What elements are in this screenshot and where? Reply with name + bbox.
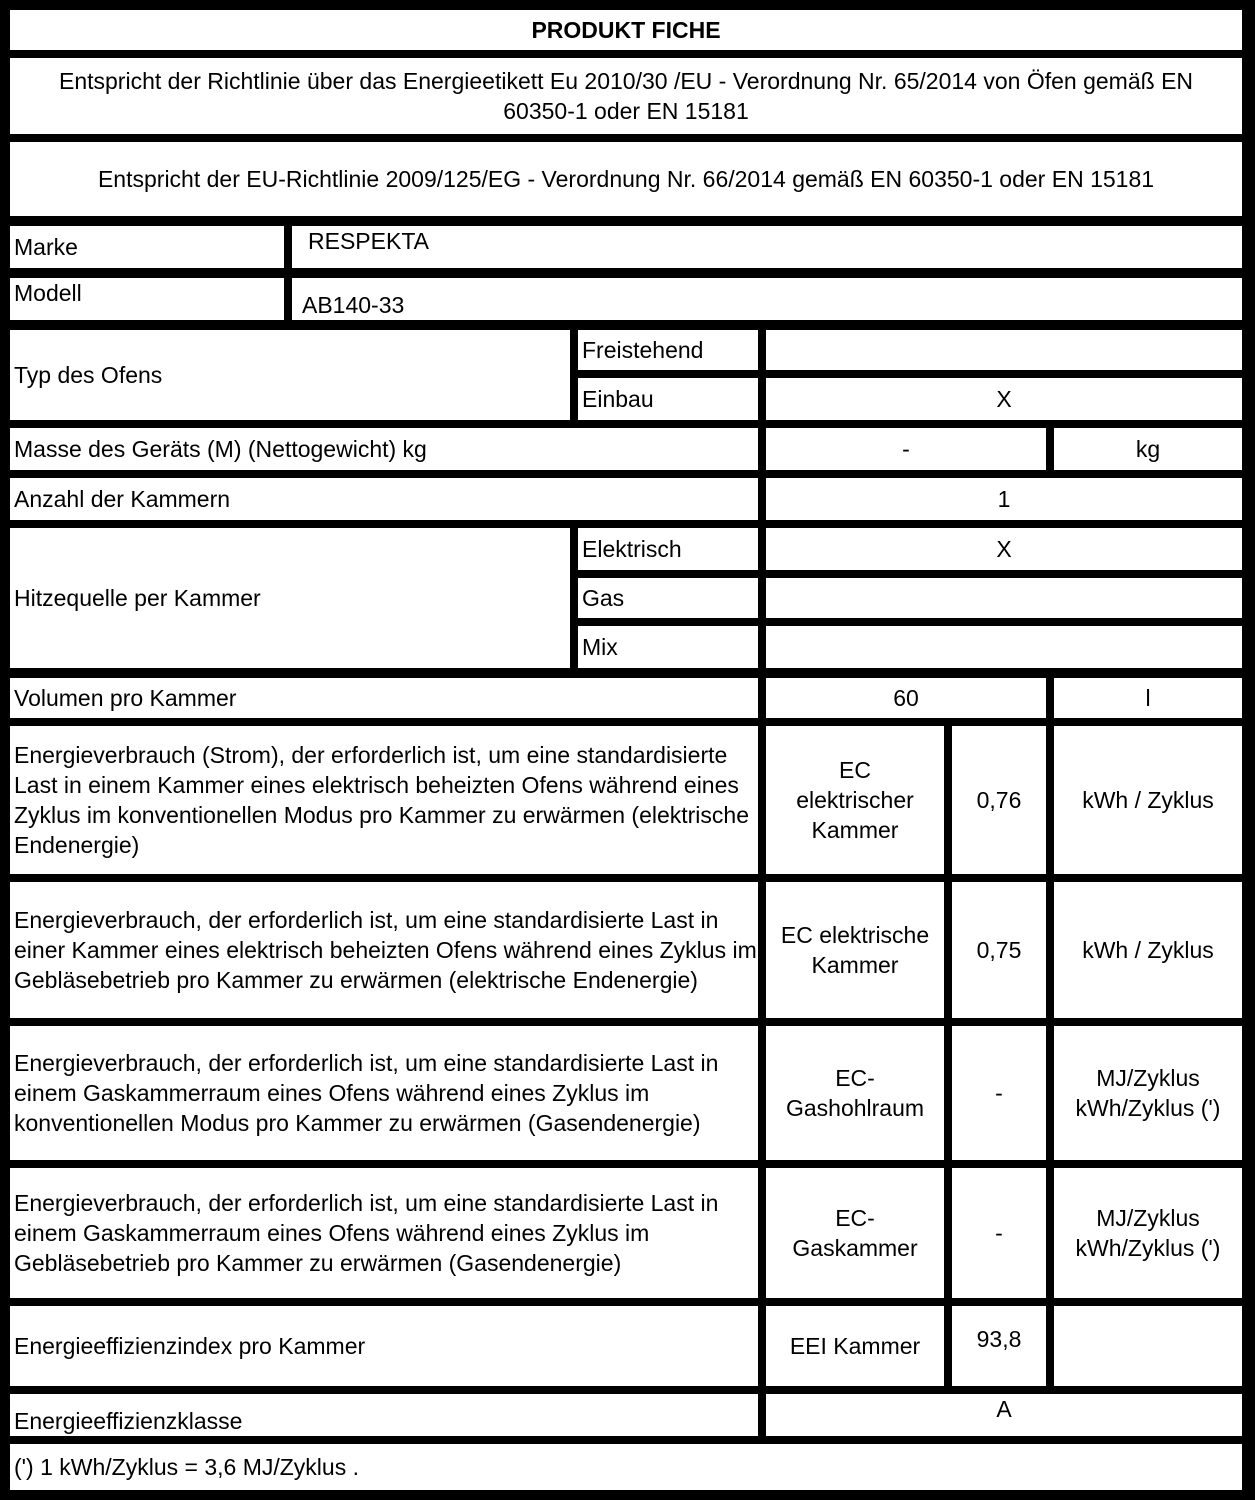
efficiency-class-value: A [766, 1394, 1242, 1436]
directive-energy-label: Entspricht der Richtlinie über das Energieetikett Eu 2010/30 /EU - Verordnung Nr. 65/2014 von Öfen gemäß EN 60350-1 oder EN 15181 [10, 58, 1242, 134]
heat-source-electric-label: Elektrisch [578, 528, 758, 570]
energy-row-unit: MJ/Zyklus kWh/Zyklus (') [1054, 1026, 1242, 1160]
oven-type-label: Typ des Ofens [10, 330, 570, 420]
brand-value: RESPEKTA [292, 226, 1242, 268]
volume-value: 60 [766, 678, 1046, 718]
oven-type-freestanding-label: Freistehend [578, 330, 758, 370]
cavities-label: Anzahl der Kammern [10, 478, 758, 520]
mass-unit: kg [1054, 428, 1242, 470]
energy-row-unit: MJ/Zyklus kWh/Zyklus (') [1054, 1168, 1242, 1298]
energy-row-description: Energieverbrauch, der erforderlich ist, um eine standardisierte Last in einem Gaskammerraum eines Ofens während eines Zyklus im Gebläsebetrieb pro Kammer zu erwärmen (Gasendenergie) [10, 1168, 758, 1298]
cavities-value: 1 [766, 478, 1242, 520]
footnote: (') 1 kWh/Zyklus = 3,6 MJ/Zyklus . [10, 1444, 1242, 1490]
heat-source-label: Hitzequelle per Kammer [10, 528, 570, 668]
heat-source-mix-value [766, 626, 1242, 668]
eei-unit [1054, 1306, 1242, 1386]
volume-label: Volumen pro Kammer [10, 678, 758, 718]
heat-source-mix-label: Mix [578, 626, 758, 668]
eei-value: 93,8 [952, 1306, 1046, 1386]
heat-source-electric-value: X [766, 528, 1242, 570]
oven-type-builtin-value: X [766, 378, 1242, 420]
heat-source-gas-value [766, 578, 1242, 618]
energy-row-symbol: EC elektrischer Kammer [766, 726, 944, 874]
energy-row-symbol: EC-Gashohlraum [766, 1026, 944, 1160]
energy-row-description: Energieverbrauch, der erforderlich ist, um eine standardisierte Last in einem Gaskammerraum eines Ofens während eines Zyklus im konventionellen Modus pro Kammer zu erwärmen (Gasendenergie) [10, 1026, 758, 1160]
page-title: PRODUKT FICHE [10, 10, 1242, 50]
energy-row-description: Energieverbrauch, der erforderlich ist, um eine standardisierte Last in einer Kammer eines elektrisch beheizten Ofens während eines Zyklus im Gebläsebetrieb pro Kammer zu erwärmen (elektrische Endenergie) [10, 882, 758, 1018]
brand-label: Marke [10, 226, 284, 268]
energy-row-value: 0,75 [952, 882, 1046, 1018]
energy-row-symbol: EC elektrische Kammer [766, 882, 944, 1018]
oven-type-builtin-label: Einbau [578, 378, 758, 420]
efficiency-class-label: Energieeffizienzklasse [10, 1394, 758, 1436]
oven-type-freestanding-value [766, 330, 1242, 370]
volume-unit: l [1054, 678, 1242, 718]
heat-source-gas-label: Gas [578, 578, 758, 618]
energy-row-value: 0,76 [952, 726, 1046, 874]
energy-row-unit: kWh / Zyklus [1054, 726, 1242, 874]
model-label: Modell [10, 278, 284, 320]
eei-label: Energieeffizienzindex pro Kammer [10, 1306, 758, 1386]
mass-value: - [766, 428, 1046, 470]
energy-row-value: - [952, 1168, 1046, 1298]
eei-symbol: EEI Kammer [766, 1306, 944, 1386]
model-value: AB140-33 [292, 278, 1242, 320]
energy-row-value: - [952, 1026, 1046, 1160]
energy-row-unit: kWh / Zyklus [1054, 882, 1242, 1018]
energy-row-description: Energieverbrauch (Strom), der erforderlich ist, um eine standardisierte Last in einem Kammer eines elektrisch beheizten Ofens während eines Zyklus im konventionellen Modus pro Kammer zu erwärmen (elektrische Endenergie) [10, 726, 758, 874]
mass-label: Masse des Geräts (M) (Nettogewicht) kg [10, 428, 758, 470]
directive-ecodesign: Entspricht der EU-Richtlinie 2009/125/EG - Verordnung Nr. 66/2014 gemäß EN 60350-1 oder EN 15181 [10, 142, 1242, 216]
energy-row-symbol: EC-Gaskammer [766, 1168, 944, 1298]
